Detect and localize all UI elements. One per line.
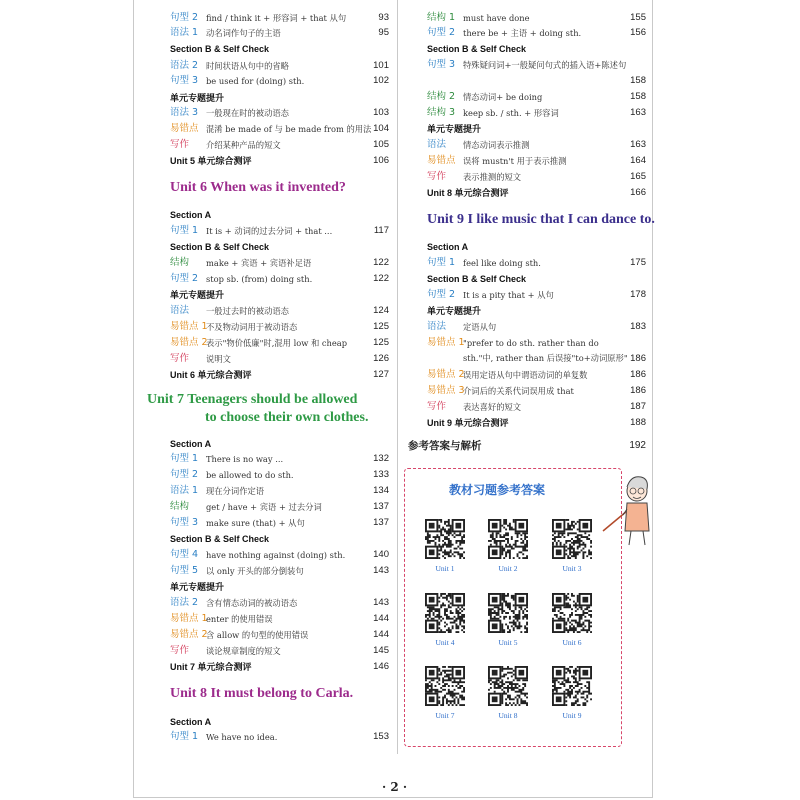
section-heading-text: Unit 7 单元综合测评 — [170, 662, 252, 672]
entry-label: 句型 5 — [170, 565, 199, 576]
entry-label: 易错点 1 — [427, 337, 465, 348]
toc-entry[interactable] — [402, 153, 646, 169]
entry-page: 178 — [630, 289, 646, 300]
entry-text: 谈论规章制度的短文 — [206, 646, 281, 656]
entry-label: 结构 1 — [427, 12, 456, 23]
entry-label: 易错点 1 — [170, 613, 208, 624]
entry-page: 105 — [373, 139, 389, 150]
toc-entry[interactable] — [145, 515, 389, 531]
entry-text: 一般过去时的被动语态 — [206, 306, 289, 316]
qr-code-1[interactable] — [424, 519, 466, 573]
entry-text: get / have + 宾语 + 过去分词 — [206, 502, 322, 512]
entry-text: 以 only 开头的部分倒装句 — [206, 566, 304, 576]
entry-label: 句型 3 — [170, 517, 199, 528]
qr-code-box — [404, 468, 622, 747]
toc-entry[interactable] — [145, 627, 389, 643]
toc-entry[interactable] — [145, 467, 389, 483]
toc-entry[interactable] — [402, 57, 646, 86]
reference-answers-page: 192 — [629, 440, 646, 451]
section-heading — [145, 531, 389, 547]
section-heading-text: Unit 6 单元综合测评 — [170, 370, 252, 380]
entry-page: 95 — [378, 27, 389, 38]
entry-label: 易错点 1 — [170, 321, 208, 332]
entry-label: 句型 4 — [170, 549, 199, 560]
page-number-ref: 106 — [373, 155, 389, 166]
entry-label: 语法 — [427, 139, 447, 150]
entry-label: 句型 3 — [170, 75, 199, 86]
entry-text: It is + 动词的过去分词 + that ... — [206, 226, 333, 236]
section-heading-text: Section A — [170, 439, 212, 449]
entry-label: 句型 2 — [427, 289, 456, 300]
entry-text: 含 allow 的句型的使用错误 — [206, 630, 309, 640]
section-heading — [402, 415, 646, 431]
section-heading — [145, 239, 389, 255]
qr-code-icon — [551, 593, 593, 633]
section-heading — [145, 287, 389, 303]
section-heading — [402, 121, 646, 137]
qr-code-7[interactable] — [424, 666, 466, 720]
entry-page: 137 — [373, 517, 389, 528]
entry-text: be used for (doing) sth. — [206, 76, 305, 86]
reference-answers[interactable] — [402, 439, 646, 455]
entry-text: make + 宾语 + 宾语补足语 — [206, 258, 312, 268]
section-heading — [145, 714, 389, 730]
entry-text: 含有情态动词的被动语态 — [206, 598, 298, 608]
toc-entry[interactable] — [402, 105, 646, 121]
entry-page: 102 — [373, 75, 389, 86]
entry-text: 时间状语从句中的省略 — [206, 61, 289, 71]
section-heading — [145, 659, 389, 675]
entry-text: 表示推测的短文 — [463, 172, 522, 182]
toc-entry[interactable] — [145, 499, 389, 515]
entry-label: 语法 — [170, 305, 190, 316]
unit-title-continued: to choose their own clothes. — [205, 410, 369, 425]
entry-text: 混淆 be made of 与 be made from 的用法 — [206, 124, 372, 134]
section-heading — [145, 41, 389, 57]
entry-page: 163 — [630, 139, 646, 150]
entry-label: 句型 2 — [170, 12, 199, 23]
entry-page: 93 — [378, 12, 389, 23]
entry-label: 结构 2 — [427, 91, 456, 102]
entry-label: 句型 1 — [427, 257, 456, 268]
unit-title: Unit 8 It must belong to Carla. — [170, 686, 354, 701]
entry-label: 结构 — [170, 501, 190, 512]
toc-entry[interactable] — [145, 547, 389, 563]
entry-text: "prefer to do sth. rather than do sth."中, rather than 后误接"to+动词原形" — [463, 338, 628, 363]
qr-code-label: Unit 4 — [435, 638, 455, 647]
entry-label: 结构 — [170, 257, 190, 268]
entry-page: 186 — [630, 369, 646, 380]
qr-code-6[interactable] — [551, 593, 593, 647]
entry-page: 124 — [373, 305, 389, 316]
entry-page: 175 — [630, 257, 646, 268]
entry-label: 易错点 — [170, 123, 199, 134]
entry-page: 153 — [373, 731, 389, 742]
entry-page: 101 — [373, 60, 389, 71]
entry-text: We have no idea. — [206, 732, 278, 742]
entry-text: 一般现在时的被动语态 — [206, 108, 289, 118]
entry-page: 122 — [373, 273, 389, 284]
qr-code-label: Unit 6 — [562, 638, 582, 647]
entry-page: 186 — [630, 353, 646, 364]
toc-entry[interactable] — [145, 611, 389, 627]
entry-text: 定语从句 — [463, 322, 497, 332]
teacher-pointer-icon — [601, 469, 661, 549]
entry-text: 表达喜好的短文 — [463, 402, 522, 412]
entry-label: 句型 2 — [427, 27, 456, 38]
qr-code-label: Unit 5 — [498, 638, 518, 647]
entry-label: 语法 2 — [170, 60, 199, 71]
entry-text: It is a pity that + 从句 — [463, 290, 554, 300]
entry-page: 165 — [630, 171, 646, 182]
toc-entry[interactable] — [402, 319, 646, 335]
entry-page: 143 — [373, 565, 389, 576]
toc-entry[interactable] — [145, 223, 389, 239]
qr-code-5[interactable] — [487, 593, 529, 647]
entry-label: 句型 1 — [170, 731, 199, 742]
entry-label: 语法 — [427, 321, 447, 332]
section-heading-text: 单元专题提升 — [170, 290, 225, 300]
toc-entry[interactable] — [145, 595, 389, 611]
entry-page: 140 — [373, 549, 389, 560]
section-heading-text: Section B & Self Check — [427, 44, 527, 54]
entry-page: 158 — [630, 91, 646, 102]
entry-label: 句型 1 — [170, 225, 199, 236]
section-heading — [145, 436, 389, 452]
section-heading — [145, 579, 389, 595]
entry-label: 句型 2 — [170, 469, 199, 480]
entry-page: 117 — [373, 225, 389, 236]
entry-text: 介绍某种产品的短文 — [206, 140, 281, 150]
entry-page: 187 — [630, 401, 646, 412]
section-heading — [402, 303, 646, 319]
toc-entry[interactable] — [145, 121, 389, 137]
toc-entry[interactable] — [402, 255, 646, 271]
qr-code-4[interactable] — [424, 593, 466, 647]
toc-entry[interactable] — [402, 89, 646, 105]
entry-text: have nothing against (doing) sth. — [206, 550, 346, 560]
entry-text: feel like doing sth. — [463, 258, 541, 268]
entry-text: There is no way ... — [206, 454, 284, 464]
section-heading-text: 单元专题提升 — [170, 93, 225, 103]
qr-code-label: Unit 7 — [435, 711, 455, 720]
toc-entry[interactable] — [402, 367, 646, 383]
column-divider — [397, 0, 398, 754]
entry-page: 134 — [373, 485, 389, 496]
entry-page: 186 — [630, 385, 646, 396]
qr-code-3[interactable] — [551, 519, 593, 573]
entry-text: 表示"物价低廉"时,混用 low 和 cheap — [206, 338, 348, 348]
page-number-ref: 146 — [373, 661, 389, 672]
toc-entry[interactable] — [402, 169, 646, 185]
entry-label: 句型 3 — [427, 59, 456, 70]
entry-text: 特殊疑问词+一般疑问句式的插入语+陈述句 — [463, 60, 627, 70]
entry-label: 写作 — [170, 139, 190, 150]
toc-entry[interactable] — [402, 25, 646, 41]
qr-code-label: Unit 3 — [562, 564, 582, 573]
section-heading-text: Unit 8 单元综合测评 — [427, 188, 509, 198]
entry-page: 144 — [373, 629, 389, 640]
entry-page: 155 — [630, 12, 646, 23]
qr-code-9[interactable] — [551, 666, 593, 720]
section-heading — [145, 207, 389, 223]
qr-code-label: Unit 1 — [435, 564, 455, 573]
qr-code-icon — [424, 666, 466, 706]
entry-page: 122 — [373, 257, 389, 268]
entry-page: 158 — [630, 75, 646, 86]
toc-entry[interactable] — [145, 729, 389, 745]
section-heading — [402, 185, 646, 201]
entry-page: 133 — [373, 469, 389, 480]
entry-label: 句型 1 — [170, 453, 199, 464]
toc-entry[interactable] — [145, 351, 389, 367]
entry-text: must have done — [463, 13, 530, 23]
toc-entry[interactable] — [145, 483, 389, 499]
entry-page: 183 — [630, 321, 646, 332]
qr-code-label: Unit 8 — [498, 711, 518, 720]
section-heading-text: Section B & Self Check — [170, 534, 270, 544]
entry-text: 误用定语从句中谓语动词的单复数 — [463, 370, 588, 380]
entry-label: 写作 — [427, 401, 447, 412]
toc-entry[interactable] — [145, 10, 389, 26]
entry-label: 语法 1 — [170, 27, 199, 38]
toc-entry[interactable] — [145, 303, 389, 319]
entry-label: 易错点 2 — [170, 337, 208, 348]
section-heading — [145, 153, 389, 169]
qr-code-icon — [551, 666, 593, 706]
section-heading-text: Unit 9 单元综合测评 — [427, 418, 509, 428]
toc-entry[interactable] — [145, 451, 389, 467]
entry-page: 125 — [373, 337, 389, 348]
qr-box-title: 教材习题参考答案 — [449, 483, 546, 497]
entry-page: 156 — [630, 27, 646, 38]
entry-text: 情态动词+ be doing — [463, 92, 543, 102]
toc-entry[interactable] — [145, 73, 389, 89]
entry-text: 现在分词作定语 — [206, 486, 265, 496]
section-heading-text: Section A — [427, 242, 469, 252]
entry-label: 结构 3 — [427, 107, 456, 118]
entry-text: enter 的使用错误 — [206, 614, 273, 624]
entry-page: 145 — [373, 645, 389, 656]
entry-label: 语法 2 — [170, 597, 199, 608]
section-heading-text: Unit 5 单元综合测评 — [170, 156, 252, 166]
toc-entry[interactable] — [145, 643, 389, 659]
section-heading-text: 单元专题提升 — [427, 124, 482, 134]
entry-label: 易错点 — [427, 155, 456, 166]
entry-label: 写作 — [170, 645, 190, 656]
toc-entry[interactable] — [402, 137, 646, 153]
toc-entry[interactable] — [145, 563, 389, 579]
qr-code-label: Unit 2 — [498, 564, 518, 573]
entry-text: 不及物动词用于被动语态 — [206, 322, 298, 332]
entry-label: 写作 — [170, 353, 190, 364]
entry-text: 情态动词表示推测 — [463, 140, 530, 150]
entry-page: 144 — [373, 613, 389, 624]
toc-entry[interactable] — [402, 10, 646, 26]
reference-answers-title: 参考答案与解析 — [408, 440, 482, 452]
qr-code-label: Unit 9 — [562, 711, 582, 720]
page-number-ref: 188 — [630, 417, 646, 428]
entry-text: 说明文 — [206, 354, 231, 364]
unit-title: Unit 7 Teenagers should be allowed to choose their own clothes. — [147, 392, 369, 425]
section-heading-text: Section A — [170, 210, 212, 220]
toc-entry[interactable] — [145, 105, 389, 121]
qr-code-2[interactable] — [487, 519, 529, 573]
entry-text: make sure (that) + 从句 — [206, 518, 305, 528]
entry-page: 104 — [373, 123, 389, 134]
entry-page: 125 — [373, 321, 389, 332]
entry-text: 介词后的关系代词误用成 that — [463, 386, 574, 396]
entry-page: 103 — [373, 107, 389, 118]
entry-text: there be + 主语 + doing sth. — [463, 28, 582, 38]
section-heading — [402, 41, 646, 57]
entry-page: 137 — [373, 501, 389, 512]
toc-entry[interactable] — [145, 25, 389, 41]
section-heading-text: Section B & Self Check — [170, 44, 270, 54]
section-heading — [402, 271, 646, 287]
toc-entry[interactable] — [402, 383, 646, 399]
section-heading — [145, 90, 389, 106]
page-number-ref: 166 — [630, 187, 646, 198]
toc-entry[interactable] — [145, 58, 389, 74]
qr-code-icon — [487, 666, 529, 706]
toc-entry[interactable] — [145, 137, 389, 153]
section-heading-text: Section A — [170, 717, 212, 727]
page-number: · 2 · — [382, 780, 408, 794]
entry-text: keep sb. / sth. + 形容词 — [463, 108, 559, 118]
entry-text: 动名词作句子的主语 — [206, 28, 281, 38]
section-heading-text: Section B & Self Check — [170, 242, 270, 252]
unit-title: Unit 6 When was it invented? — [170, 180, 346, 195]
entry-label: 语法 3 — [170, 107, 199, 118]
qr-code-icon — [551, 519, 593, 559]
entry-text: find / think it + 形容词 + that 从句 — [206, 13, 347, 23]
entry-label: 语法 1 — [170, 485, 199, 496]
toc-entry[interactable] — [402, 335, 646, 364]
page-number-ref: 127 — [373, 369, 389, 380]
qr-code-icon — [487, 519, 529, 559]
qr-code-icon — [487, 593, 529, 633]
qr-code-8[interactable] — [487, 666, 529, 720]
entry-text: 误将 mustn't 用于表示推测 — [463, 156, 567, 166]
qr-code-icon — [424, 519, 466, 559]
entry-label: 写作 — [427, 171, 447, 182]
toc-entry[interactable] — [145, 335, 389, 351]
toc-entry[interactable] — [402, 287, 646, 303]
entry-page: 143 — [373, 597, 389, 608]
entry-label: 句型 2 — [170, 273, 199, 284]
entry-text: be allowed to do sth. — [206, 470, 294, 480]
toc-entry[interactable] — [145, 319, 389, 335]
entry-label: 易错点 3 — [427, 385, 465, 396]
section-heading-text: 单元专题提升 — [427, 306, 482, 316]
entry-page: 163 — [630, 107, 646, 118]
section-heading — [402, 239, 646, 255]
toc-entry[interactable] — [145, 255, 389, 271]
section-heading-text: 单元专题提升 — [170, 582, 225, 592]
entry-label: 易错点 2 — [427, 369, 465, 380]
qr-code-icon — [424, 593, 466, 633]
toc-entry[interactable] — [402, 399, 646, 415]
entry-label: 易错点 2 — [170, 629, 208, 640]
unit-title: Unit 9 I like music that I can dance to. — [427, 212, 655, 227]
entry-page: 126 — [373, 353, 389, 364]
toc-entry[interactable] — [145, 271, 389, 287]
entry-page: 164 — [630, 155, 646, 166]
section-heading-text: Section B & Self Check — [427, 274, 527, 284]
entry-text: stop sb. (from) doing sth. — [206, 274, 313, 284]
section-heading — [145, 367, 389, 383]
entry-page: 132 — [373, 453, 389, 464]
